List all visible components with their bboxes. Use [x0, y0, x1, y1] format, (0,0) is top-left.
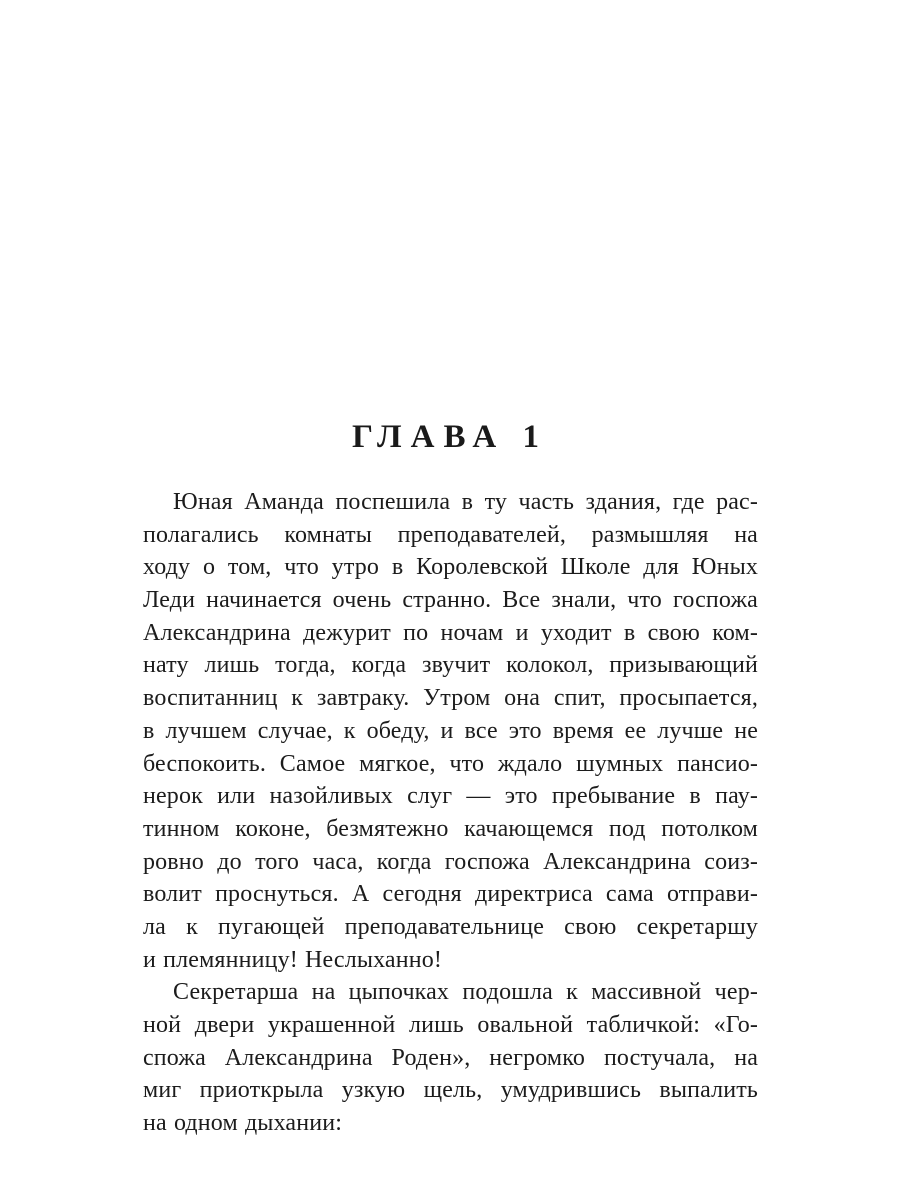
text-line: волит проснуться. А сегодня директриса сама отправи-: [143, 881, 758, 908]
text-line: полагались комнаты преподавателей, размышляя на: [143, 521, 758, 548]
text-line: и племянницу! Неслыханно!: [143, 946, 443, 973]
text-line: Леди начинается очень странно. Все знали, что госпожа: [143, 587, 758, 614]
paragraph-2: [143, 976, 758, 1139]
text-line: тинном коконе, безмятежно качающемся под потолком: [143, 815, 758, 842]
text-line: Юная Аманда поспешила в ту часть здания, где рас-: [173, 489, 758, 515]
text-line: миг приоткрыла узкую щель, умудрившись выпалить: [143, 1077, 758, 1104]
text-line: ла к пугающей преподавательнице свою секретаршу: [143, 913, 758, 940]
text-line: ходу о том, что утро в Королевской Школе для Юных: [143, 554, 758, 581]
text-line: нерок или назойливых слуг — это пребывание в пау-: [143, 783, 758, 810]
text-line: воспитанниц к завтраку. Утром она спит, просыпается,: [143, 685, 758, 712]
text-line: спожа Александрина Роден», негромко постучала, на: [143, 1044, 758, 1071]
text-line: на одном дыхании:: [143, 1110, 343, 1137]
chapter-title: ГЛАВА 1: [352, 419, 548, 455]
text-line: Александрина дежурит по ночам и уходит в свою ком-: [143, 619, 758, 646]
text-line: в лучшем случае, к обеду, и все это время ее лучше не: [143, 717, 758, 744]
text-line: ной двери украшенной лишь овальной табличкой: «Го-: [143, 1012, 758, 1038]
text-line: беспокоить. Самое мягкое, что ждало шумных пансио-: [143, 750, 758, 777]
text-line: ровно до того часа, когда госпожа Александрина соиз-: [143, 848, 758, 875]
text-line: Секретарша на цыпочках подошла к массивной чер-: [173, 979, 758, 1006]
chapter-body: [143, 486, 758, 1140]
paragraph-1: [143, 486, 758, 976]
text-line: нату лишь тогда, когда звучит колокол, призывающий: [143, 652, 758, 679]
